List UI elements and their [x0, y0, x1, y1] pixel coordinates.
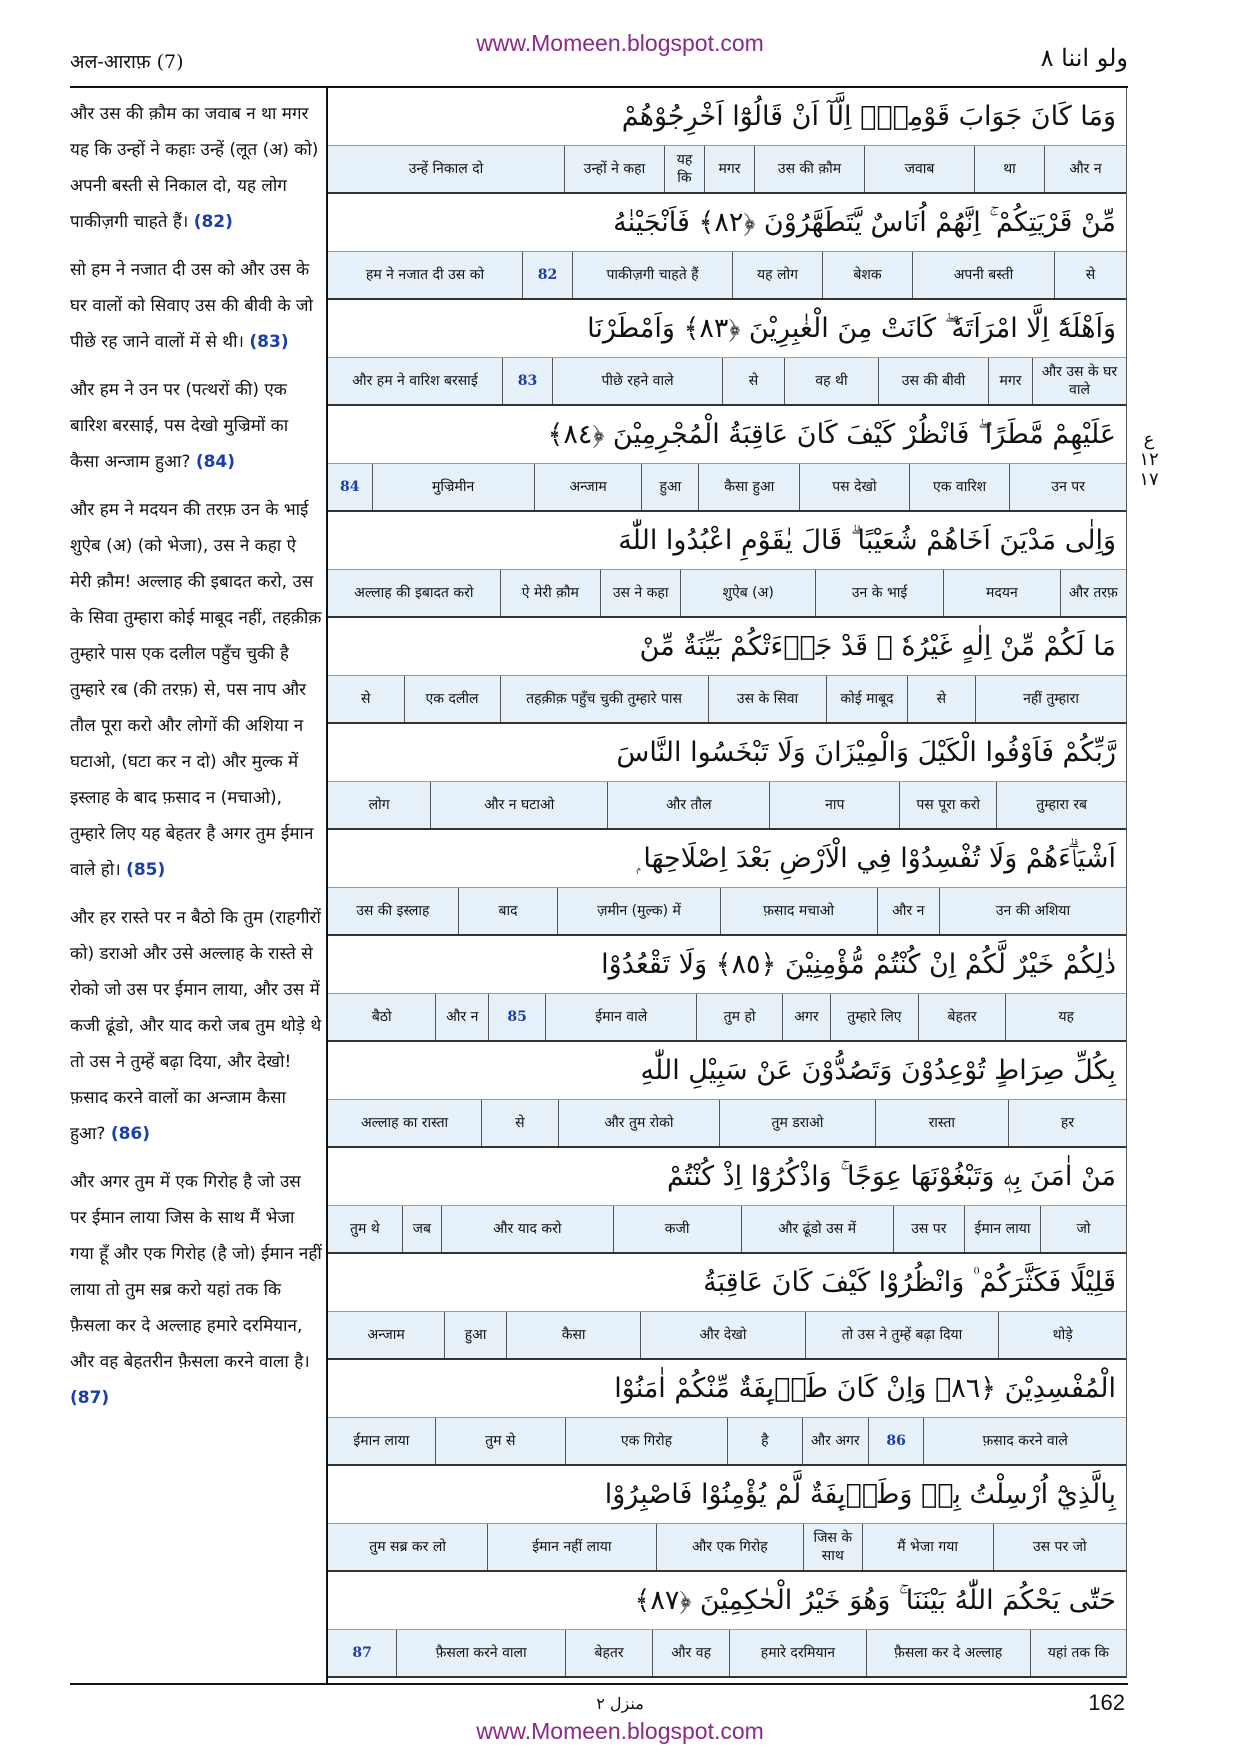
verse-number-cell: 82	[522, 252, 572, 298]
gloss-cell: बेशक	[822, 252, 912, 298]
gloss-cell: और तुम रोको	[558, 1100, 720, 1146]
gloss-cell: जब	[402, 1206, 441, 1252]
gloss-cell: कोई माबूद	[826, 676, 906, 722]
gloss-cell: अन्जाम	[367, 1327, 405, 1343]
juz-title: ولو اننا ٨	[1040, 44, 1128, 72]
gloss-cell: पस देखो	[799, 464, 909, 510]
gloss-cell: वह थी	[784, 358, 878, 404]
gloss-cell: और हम ने वारिश बरसाई	[352, 373, 478, 389]
ruku-marker-line: ع	[1143, 429, 1155, 450]
gloss-cell: बेहतर	[565, 1630, 652, 1676]
gloss-row	[328, 1206, 1126, 1254]
ruku-marker-line: ١٧	[1139, 469, 1159, 490]
gloss-cell: जवाब	[864, 146, 974, 192]
gloss-cell: एक गिरोह	[565, 1418, 727, 1464]
arabic-line: قَلِيْلًا فَكَثَّرَكُمْ ۠ وَانْظُرُوْا كَيْفَ كَانَ عَاقِبَةُ	[328, 1254, 1126, 1312]
gloss-cell: नाप	[769, 782, 899, 828]
gloss-cell: और तौल	[607, 782, 769, 828]
gloss-cell: तुम थे	[350, 1221, 380, 1237]
gloss-cell: बेहतर	[918, 994, 1006, 1040]
gloss-cell: पीछे रहने वाले	[552, 358, 722, 404]
gloss-row	[328, 1630, 1126, 1678]
gloss-cell: कैसा	[506, 1312, 641, 1358]
gloss-cell: उस की क़ौम	[754, 146, 864, 192]
gloss-cell: और अगर	[802, 1418, 868, 1464]
gloss-cell: उस पर जो	[993, 1524, 1126, 1570]
translation-paragraph	[70, 900, 322, 1152]
gloss-cell: और वह	[652, 1630, 729, 1676]
gloss-cell: उन की अशिया	[939, 888, 1126, 934]
gloss-cell: यह कि	[664, 146, 704, 192]
gloss-cell: और न	[435, 994, 488, 1040]
arabic-line: اَشْيَاۗءَهُمْ وَلَا تُفْسِدُوْا فِي الْاَرْضِ بَعْدَ اِصْلَاحِهَا ۭ	[328, 830, 1126, 888]
gloss-cell: और याद करो	[441, 1206, 613, 1252]
verse-number-cell: 83	[502, 358, 552, 404]
gloss-cell: नहीं तुम्हारा	[975, 676, 1126, 722]
gloss-row	[328, 994, 1126, 1042]
word-by-word-table	[328, 88, 1127, 1678]
gloss-row	[328, 146, 1126, 194]
arabic-line: وَاِلٰى مَدْيَنَ اَخَاهُمْ شُعَيْبًا ۗ قَالَ يٰقَوْمِ اعْبُدُوا اللّٰهَ	[328, 512, 1126, 570]
footer-url: www.Momeen.blogspot.com	[476, 1718, 764, 1744]
gloss-cell: लोग	[368, 797, 390, 813]
gloss-cell: हम ने नजात दी उस को	[365, 267, 485, 283]
gloss-cell: फ़साद मचाओ	[720, 888, 877, 934]
arabic-line: بِالَّذِيْٓ اُرْسِلْتُ بِهٖ وَطَاۗىِٕفَةٌ لَّمْ يُؤْمِنُوْا فَاصْبِرُوْا	[328, 1466, 1126, 1524]
gloss-cell: ईमान वाले	[545, 994, 696, 1040]
gloss-cell: उन के भाई	[815, 570, 943, 616]
manzil-label: منزل ٢	[596, 1694, 644, 1713]
gloss-row	[328, 1100, 1126, 1148]
gloss-cell: हमारे दरमियान	[729, 1630, 865, 1676]
gloss-cell: फ़ैसला कर दे अल्लाह	[866, 1630, 1030, 1676]
arabic-line: رَّبِّكُمْ فَاَوْفُوا الْكَيْلَ وَالْمِيْزَانَ وَلَا تَبْخَسُوا النَّاسَ	[328, 724, 1126, 782]
gloss-cell: तहक़ीक़ पहुँच चुकी तुम्हारे पास	[500, 676, 708, 722]
gloss-cell: मैं भेजा गया	[862, 1524, 993, 1570]
verse-number-cell: 86	[868, 1418, 923, 1464]
verse-number: (86)	[110, 1124, 151, 1144]
verse-number-cell: 84	[340, 479, 360, 495]
gloss-cell: उन्हें निकाल दो	[408, 161, 484, 177]
gloss-cell: हुआ	[641, 464, 698, 510]
arabic-line: الْمُفْسِدِيْنَ ﴿٨٦﴾ وَاِنْ كَانَ طَاۗىِٕفَةٌ مِّنْكُمْ اٰمَنُوْا	[328, 1360, 1126, 1418]
gloss-cell: तुम डराओ	[719, 1100, 874, 1146]
gloss-cell: उन्हों ने कहा	[564, 146, 664, 192]
gloss-cell: तुम सब्र कर लो	[369, 1539, 446, 1555]
gloss-row	[328, 464, 1126, 512]
gloss-cell: से	[907, 676, 976, 722]
gloss-cell: ईमान लाया	[964, 1206, 1040, 1252]
gloss-cell: फ़ैसला करने वाला	[396, 1630, 565, 1676]
gloss-row	[328, 676, 1126, 724]
translation-text: और हम ने उन पर (पत्थरों की) एक बारिश बरसाई, पस देखो मुज्रिमों का कैसा अन्जाम हुआ?	[70, 380, 289, 472]
gloss-cell: अल्लाह की इबादत करो	[354, 585, 474, 601]
translation-paragraph	[70, 252, 322, 360]
gloss-cell: तो उस ने तुम्हें बढ़ा दिया	[805, 1312, 999, 1358]
gloss-cell: थोड़े	[998, 1312, 1126, 1358]
gloss-cell: तुम्हारे लिए	[830, 994, 918, 1040]
gloss-cell: और ढूंडो उस में	[741, 1206, 893, 1252]
gloss-cell: और तरफ़	[1060, 570, 1126, 616]
gloss-cell: तुम हो	[696, 994, 782, 1040]
gloss-cell: अगर	[782, 994, 830, 1040]
gloss-cell: हुआ	[444, 1312, 506, 1358]
gloss-cell: बैठो	[371, 1009, 392, 1025]
gloss-cell: मगर	[704, 146, 754, 192]
arabic-line: وَاَهْلَهٗٓ اِلَّا امْرَاَتَهٗ ۖ كَانَتْ مِنَ الْغٰبِرِيْنَ ﴿٨٣﴾ وَاَمْطَرْنَا	[328, 300, 1126, 358]
gloss-row	[328, 888, 1126, 936]
gloss-cell: ऐ मेरी क़ौम	[500, 570, 601, 616]
translation-text: और हम ने मदयन की तरफ़ उन के भाई शुऐब (अ) (को भेजा), उस ने कहा ऐ मेरी क़ौम! अल्लाह की इबादत करो, उस के सिवा तुम्हारा कोई माबूद नहीं, तहक़ीक़ तुम्हारे पास एक दलील पहुँच चुकी है तुम्हारे रब (की तरफ़) से, पस नाप और तौल पूरा करो और लोगों की अशिया न घटाओ, (घटा कर न दो) और मुल्क में इस्लाह के बाद फ़साद न (मचाओ), तुम्हारे लिए यह बेहतर है अगर तुम ईमान वाले हो।	[70, 500, 322, 880]
ruku-marker	[1134, 430, 1164, 490]
verse-number-cell: 85	[488, 994, 545, 1040]
arabic-line: وَمَا كَانَ جَوَابَ قَوْمِهٖٓ اِلَّآ اَنْ قَالُوْٓا اَخْرِجُوْهُمْ	[328, 88, 1126, 146]
gloss-row	[328, 1524, 1126, 1572]
gloss-row	[328, 570, 1126, 618]
arabic-line: حَتّٰى يَحْكُمَ اللّٰهُ بَيْنَنَا ۚ وَهُوَ خَيْرُ الْحٰكِمِيْنَ ﴿٨٧﴾	[328, 1572, 1126, 1630]
translation-paragraph	[70, 96, 322, 240]
gloss-cell: जो	[1040, 1206, 1126, 1252]
gloss-row	[328, 782, 1126, 830]
verse-number: (83)	[249, 332, 289, 352]
verse-number-cell: 87	[352, 1645, 372, 1661]
gloss-cell: एक वारिश	[909, 464, 1010, 510]
arabic-line: بِكُلِّ صِرَاطٍ تُوْعِدُوْنَ وَتَصُدُّوْنَ عَنْ سَبِيْلِ اللّٰهِ	[328, 1042, 1126, 1100]
gloss-cell: था	[974, 146, 1044, 192]
gloss-cell: है	[727, 1418, 802, 1464]
gloss-cell: उस के सिवा	[708, 676, 827, 722]
gloss-cell: शुऐब (अ)	[680, 570, 815, 616]
gloss-cell: पस पूरा करो	[899, 782, 996, 828]
translation-paragraph	[70, 372, 322, 480]
gloss-cell: कजी	[613, 1206, 741, 1252]
gloss-row	[328, 252, 1126, 300]
translation-paragraph	[70, 1164, 322, 1416]
verse-number: (82)	[193, 212, 233, 232]
page-number: 162	[1088, 1690, 1125, 1715]
gloss-cell: से	[1054, 252, 1126, 298]
gloss-cell: तुम से	[435, 1418, 565, 1464]
gloss-cell: हर	[1008, 1100, 1126, 1146]
gloss-row	[328, 358, 1126, 406]
gloss-cell: अन्जाम	[534, 464, 641, 510]
gloss-cell: ज़मीन (मुल्क) में	[557, 888, 719, 934]
gloss-cell: एक दलील	[404, 676, 500, 722]
translation-text: और अगर तुम में एक गिरोह है जो उस पर ईमान लाया जिस के साथ मैं भेजा गया हूँ और एक गिरोह (है जो) ईमान नहीं लाया तो तुम सब्र करो यहां तक कि फ़ैसला कर दे अल्लाह हमारे दरमियान, और वह बेहतरीन फ़ैसला करने वाला है।	[70, 1172, 322, 1372]
gloss-cell: उन पर	[1009, 464, 1126, 510]
verse-number: (87)	[70, 1388, 110, 1408]
gloss-cell: फ़साद करने वाले	[923, 1418, 1126, 1464]
gloss-cell: से	[481, 1100, 558, 1146]
translation-text: सो हम ने नजात दी उस को और उस के घर वालों को सिवाए उस की बीवी के जो पीछे रह जाने वालों में से थी।	[70, 260, 313, 352]
gloss-cell: ईमान नहीं लाया	[487, 1524, 655, 1570]
gloss-row	[328, 1312, 1126, 1360]
header-url: www.Momeen.blogspot.com	[476, 30, 764, 56]
gloss-cell: यह	[1005, 994, 1126, 1040]
gloss-cell: ईमान लाया	[353, 1433, 410, 1449]
gloss-cell: से	[361, 691, 371, 707]
gloss-cell: उस की बीवी	[878, 358, 988, 404]
arabic-line: مَا لَكُمْ مِّنْ اِلٰهٍ غَيْرُهٗ ۭ قَدْ جَاۗءَتْكُمْ بَيِّنَةٌ مِّنْ	[328, 618, 1126, 676]
arabic-line: مَنْ اٰمَنَ بِهٖ وَتَبْغُوْنَهَا عِوَجًا ۚ وَاذْكُرُوْٓا اِذْ كُنْتُمْ	[328, 1148, 1126, 1206]
gloss-row	[328, 1418, 1126, 1466]
arabic-line: ذٰلِكُمْ خَيْرٌ لَّكُمْ اِنْ كُنْتُمْ مُّؤْمِنِيْنَ ﴿٨٥﴾ وَلَا تَقْعُدُوْا	[328, 936, 1126, 994]
arabic-line: عَلَيْهِمْ مَّطَرًا ۖ فَانْظُرْ كَيْفَ كَانَ عَاقِبَةُ الْمُجْرِمِيْنَ ﴿٨٤﴾	[328, 406, 1126, 464]
gloss-cell: मदयन	[943, 570, 1060, 616]
ruku-marker-line: ١٢	[1139, 449, 1159, 470]
verse-number: (85)	[126, 860, 166, 880]
gloss-cell: मुज्रिमीन	[372, 464, 534, 510]
gloss-cell: उस पर	[893, 1206, 964, 1252]
translation-text: और हर रास्ते पर न बैठो कि तुम (राहगीरों को) डराओ और उसे अल्लाह के रास्ते से रोको जो उस पर ईमान लाया, और उस में कजी ढूंडो, और याद करो जब तुम थोड़े थे तो उस ने तुम्हें बढ़ा दिया, और देखो! फ़साद करने वालों का अन्जाम कैसा हुआ?	[70, 908, 322, 1144]
gloss-cell: उस ने कहा	[600, 570, 680, 616]
gloss-cell: पाकीज़गी चाहते हैं	[572, 252, 732, 298]
gloss-cell: उस की इस्लाह	[356, 903, 430, 919]
gloss-cell: तुम्हारा रब	[996, 782, 1126, 828]
gloss-cell: और उस के घर वाले	[1032, 358, 1126, 404]
gloss-cell: यहां तक कि	[1030, 1630, 1126, 1676]
gloss-cell: और देखो	[640, 1312, 804, 1358]
gloss-cell: और एक गिरोह	[656, 1524, 803, 1570]
gloss-cell: और न घटाओ	[430, 782, 607, 828]
gloss-cell: बाद	[458, 888, 558, 934]
surah-title: अल-आराफ़ (7)	[70, 51, 184, 73]
arabic-line: مِّنْ قَرْيَتِكُمْ ۚ اِنَّهُمْ اُنَاسٌ يَّتَطَهَّرُوْنَ ﴿٨٢﴾ فَاَنْجَيْنٰهُ	[328, 194, 1126, 252]
gloss-cell: जिस के साथ	[803, 1524, 862, 1570]
gloss-cell: अल्लाह का रास्ता	[360, 1115, 449, 1131]
gloss-cell: कैसा हुआ	[698, 464, 799, 510]
gloss-cell: और न	[877, 888, 939, 934]
bottom-rule	[70, 1683, 1128, 1685]
gloss-cell: रास्ता	[875, 1100, 1008, 1146]
translation-column	[70, 96, 322, 1428]
translation-text: और उस की क़ौम का जवाब न था मगर यह कि उन्हों ने कहाः उन्हें (लूत (अ) को) अपनी बस्ती से निकाल दो, यह लोग पाकीज़गी चाहते हैं।	[70, 104, 319, 232]
translation-paragraph	[70, 492, 322, 888]
gloss-cell: यह लोग	[732, 252, 822, 298]
gloss-cell: और न	[1044, 146, 1126, 192]
verse-number: (84)	[195, 452, 236, 472]
gloss-cell: अपनी बस्ती	[912, 252, 1054, 298]
gloss-cell: से	[722, 358, 784, 404]
gloss-cell: मगर	[988, 358, 1032, 404]
